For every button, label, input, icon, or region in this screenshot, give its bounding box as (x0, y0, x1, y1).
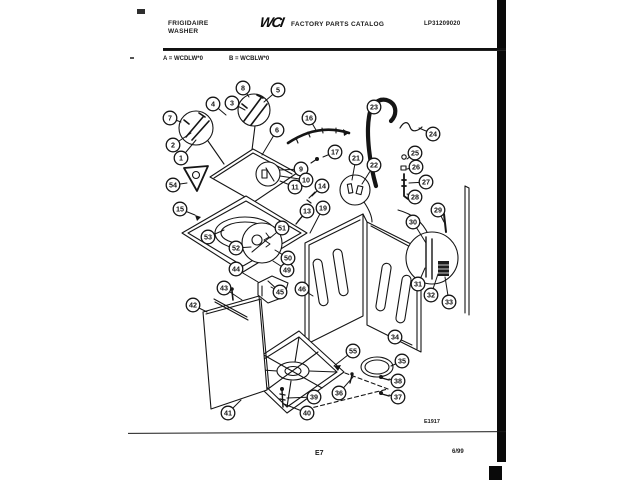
callout-number: 55 (349, 346, 357, 356)
screw-detail-circle-right (238, 94, 270, 150)
callout-number: 16 (305, 113, 313, 123)
callout-number: 42 (189, 300, 197, 310)
callout-5 (264, 83, 285, 102)
callout-24 (419, 127, 440, 141)
cabinet-left-panel (305, 214, 363, 345)
callout-number: 38 (394, 376, 402, 386)
callout-number: 37 (394, 392, 402, 402)
callout-22 (362, 158, 381, 184)
callout-number: 28 (411, 192, 419, 202)
callout-number: 49 (283, 265, 291, 275)
document-number: LP31209020 (424, 21, 461, 27)
callout-4 (206, 97, 226, 115)
callout-number: 35 (398, 356, 406, 366)
callout-number: 23 (370, 102, 378, 112)
callout-number: 2 (171, 140, 175, 150)
callout-17 (323, 145, 342, 159)
figure-code: E1917 (424, 419, 440, 425)
callout-55 (334, 344, 360, 366)
callout-number: 32 (427, 290, 435, 300)
callout-number: 40 (303, 408, 311, 418)
callout-number: 31 (414, 279, 422, 289)
callout-14 (312, 179, 329, 196)
callout-19 (310, 201, 330, 233)
callout-number: 50 (284, 253, 292, 263)
callout-number: 6 (275, 125, 279, 135)
callout-15 (173, 202, 195, 216)
model-code-a: A = WCDLW*0 (163, 55, 203, 62)
callout-8 (236, 81, 250, 97)
callout-number: 27 (422, 177, 430, 187)
callout-23 (367, 100, 381, 114)
callout-7 (163, 111, 181, 125)
wiring-harness (288, 128, 349, 163)
wci-logo: WCI (258, 14, 285, 30)
callout-27 (409, 175, 433, 189)
callout-number: 43 (220, 283, 228, 293)
callout-number: 1 (179, 153, 183, 163)
callout-number: 41 (224, 408, 232, 418)
callout-number: 14 (318, 181, 326, 191)
callout-number: 51 (278, 223, 286, 233)
callout-number: 46 (298, 284, 306, 294)
callout-28 (407, 190, 422, 204)
callout-16 (302, 111, 316, 130)
callout-number: 4 (211, 99, 215, 109)
callout-29 (431, 203, 445, 222)
header-rule-thick (163, 48, 506, 50)
washer-lid (210, 149, 297, 202)
bushing-detail-circle (340, 175, 372, 222)
callout-number: 17 (331, 147, 339, 157)
callout-number: 29 (434, 205, 442, 215)
callout-number: 13 (303, 206, 311, 216)
front-panel (203, 287, 269, 409)
callout-number: 33 (445, 297, 453, 307)
callout-number: 39 (310, 392, 318, 402)
callout-number: 26 (412, 162, 420, 172)
callout-number: 11 (291, 182, 299, 192)
brand-name: FRIGIDAIRE (168, 20, 209, 27)
callout-number: 7 (168, 113, 172, 123)
header-rule-thin (163, 50, 506, 51)
callout-33 (442, 277, 456, 309)
callout-13 (298, 204, 314, 221)
page-number: E7 (315, 450, 324, 457)
callout-number: 52 (232, 243, 240, 253)
callout-26 (407, 160, 423, 174)
callout-number: 19 (319, 203, 327, 213)
callout-number: 34 (391, 332, 399, 342)
callout-number: 25 (411, 148, 419, 158)
corner-trim-strip (465, 186, 469, 315)
callout-11 (280, 180, 302, 194)
callout-36 (332, 377, 353, 400)
corner-gusset (184, 166, 208, 191)
catalog-title: FACTORY PARTS CATALOG (291, 21, 385, 28)
callout-number: 30 (409, 217, 417, 227)
callout-50 (275, 250, 295, 265)
pump-ring (361, 357, 393, 377)
callout-54 (166, 178, 187, 192)
callout-35 (391, 354, 409, 368)
callout-number: 44 (232, 264, 240, 274)
callout-number: 36 (335, 388, 343, 398)
callout-number: 54 (169, 180, 177, 190)
callout-number: 53 (204, 232, 212, 242)
callout-6 (262, 123, 284, 155)
callout-number: 24 (429, 129, 437, 139)
callout-number: 5 (276, 85, 280, 95)
callout-number: 10 (302, 175, 310, 185)
callout-number: 9 (299, 164, 303, 174)
callout-number: 15 (176, 204, 184, 214)
callout-number: 22 (370, 160, 378, 170)
callout-38 (389, 374, 405, 388)
product-line: WASHER (168, 28, 199, 35)
callout-number: 45 (276, 287, 284, 297)
callout-number: 21 (352, 153, 360, 163)
callout-number: 8 (241, 83, 245, 93)
callout-43 (217, 281, 242, 300)
callout-number: 3 (230, 98, 234, 108)
model-code-b: B = WCBLW*0 (229, 55, 270, 62)
date-code: 6/99 (452, 449, 464, 455)
callout-42 (186, 298, 207, 312)
callout-37 (389, 390, 405, 404)
callout-25 (407, 146, 422, 160)
